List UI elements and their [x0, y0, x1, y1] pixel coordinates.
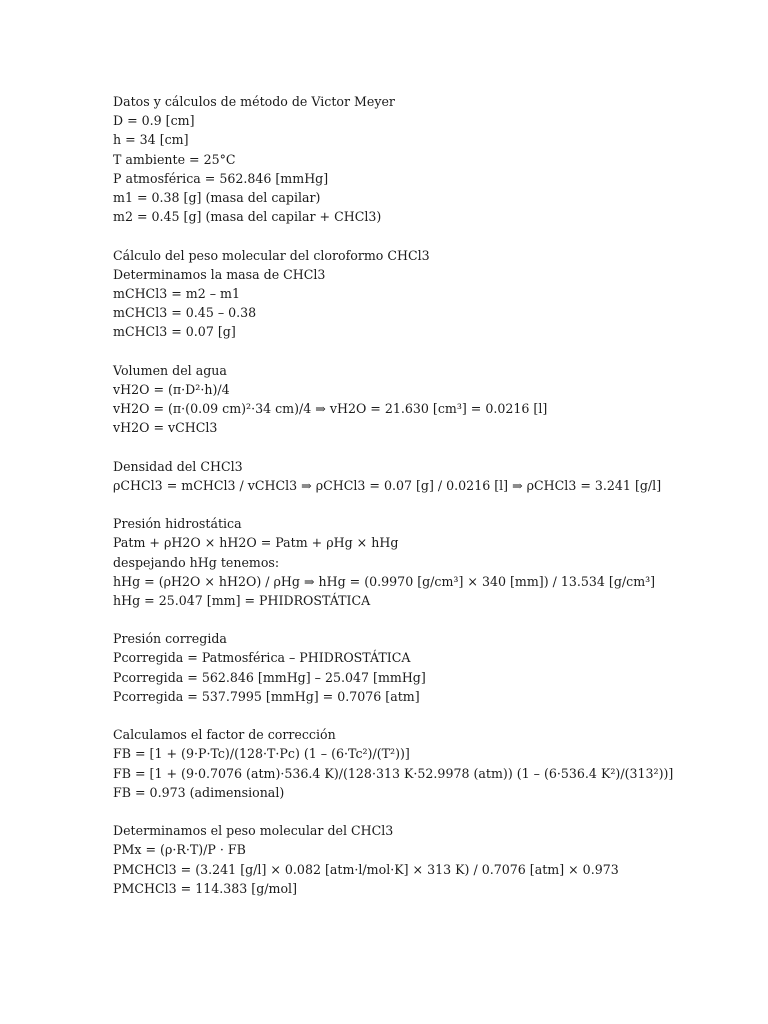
section-title: Volumen del agua: [113, 362, 227, 378]
text-line: Pcorregida = 562.846 [mmHg] – 25.047 [mmHg]: [113, 669, 426, 685]
section-title: Presión corregida: [113, 631, 227, 647]
text-line: vH2O = (π·D²·h)/4: [113, 381, 230, 397]
text-line: Patm + ρH2O × hH2O = Patm + ρHg × hHg: [113, 535, 399, 551]
text-line: vH2O = (π·(0.09 cm)²·34 cm)/4 ⇒ vH2O = 21.630 [cm³] = 0.0216 [l]: [113, 401, 548, 416]
section-title: Cálculo del peso molecular del cloroformo CHCl3: [113, 247, 430, 263]
section-title: Presión hidrostática: [113, 516, 242, 532]
text-line: PMCHCl3 = 114.383 [g/mol]: [113, 880, 297, 896]
text-line: hHg = (ρH2O × hH2O) / ρHg ⇒ hHg = (0.9970 [g/cm³] × 340 [mm]) / 13.534 [g/cm³]: [113, 573, 656, 589]
text-line: Pcorregida = 537.7995 [mmHg] = 0.7076 [atm]: [113, 688, 420, 704]
section-densidad: [113, 457, 733, 495]
section-presion-corregida: [113, 629, 733, 706]
text-line: mCHCl3 = 0.45 – 0.38: [113, 305, 257, 321]
section-factor-correccion: [113, 725, 733, 802]
text-line: despejando hHg tenemos:: [113, 554, 280, 570]
text-line: FB = [1 + (9·0.7076 (atm)·536.4 K)/(128·313 K·52.9978 (atm)) (1 – (6·536.4 K²)/(313²))]: [113, 765, 674, 781]
text-line: PMx = (ρ·R·T)/P · FB: [113, 842, 246, 858]
section-title: Determinamos el peso molecular del CHCl3: [113, 823, 394, 839]
section-title: Calculamos el factor de corrección: [113, 727, 336, 743]
text-line: h = 34 [cm]: [113, 132, 189, 148]
section-title: Densidad del CHCl3: [113, 458, 243, 474]
text-line: Pcorregida = Patmosférica – PHIDROSTÁTICA: [113, 650, 411, 666]
text-line: PMCHCl3 = (3.241 [g/l] × 0.082 [atm·l/mol·K] × 313 K) / 0.7076 [atm] × 0.973: [113, 861, 619, 877]
section-presion-hidrostatica: [113, 514, 733, 610]
text-line: m2 = 0.45 [g] (masa del capilar + CHCl3): [113, 209, 382, 225]
section-datos: [113, 92, 733, 226]
text-line: T ambiente = 25°C: [113, 151, 236, 167]
document-page: [113, 92, 733, 917]
text-line: mCHCl3 = m2 – m1: [113, 285, 241, 301]
text-line: Determinamos la masa de CHCl3: [113, 266, 326, 282]
text-line: vH2O = vCHCl3: [113, 420, 218, 436]
text-line: m1 = 0.38 [g] (masa del capilar): [113, 189, 321, 205]
text-line: mCHCl3 = 0.07 [g]: [113, 324, 236, 340]
text-line: FB = 0.973 (adimensional): [113, 784, 285, 800]
text-line: D = 0.9 [cm]: [113, 113, 195, 129]
text-line: FB = [1 + (9·P·Tc)/(128·T·Pc) (1 – (6·Tc²)/(T²))]: [113, 746, 410, 762]
text-line: ρCHCl3 = mCHCl3 / vCHCl3 ⇒ ρCHCl3 = 0.07 [g] / 0.0216 [l] ⇒ ρCHCl3 = 3.241 [g/l]: [113, 477, 662, 493]
section-volumen: [113, 361, 733, 438]
section-peso-molecular: [113, 821, 733, 898]
section-title: Datos y cálculos de método de Victor Meyer: [113, 94, 395, 109]
section-masa: [113, 246, 733, 342]
text-line: P atmosférica = 562.846 [mmHg]: [113, 170, 329, 186]
text-line: hHg = 25.047 [mm] = PHIDROSTÁTICA: [113, 592, 371, 608]
